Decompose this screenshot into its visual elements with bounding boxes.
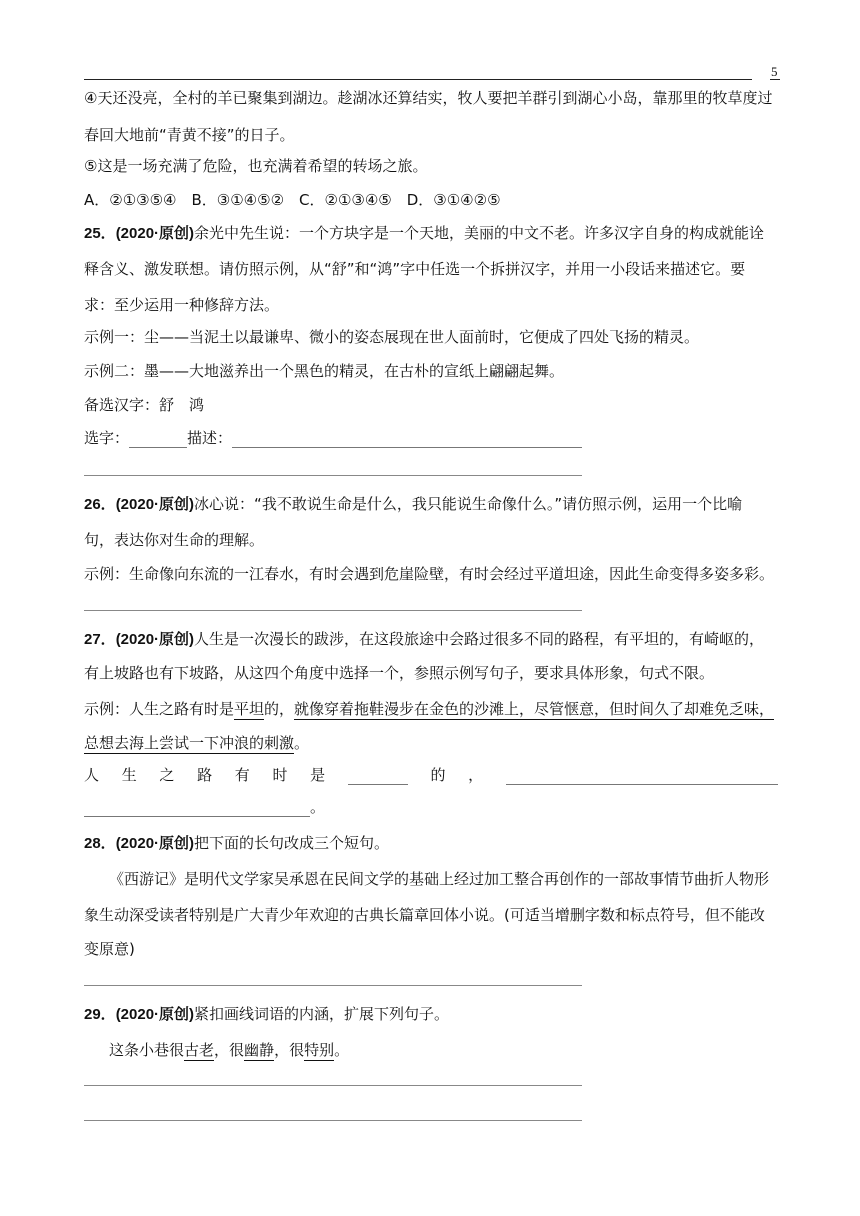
q28-line1 — [84, 833, 389, 854]
q29-number: 29． — [84, 1006, 116, 1023]
q26-line2: 句，表达你对生命的理解。 — [84, 531, 265, 549]
q28-answer-rule[interactable] — [84, 985, 582, 986]
q25-number: 25． — [84, 225, 116, 242]
header-rule — [84, 79, 752, 80]
q28-para1: 《西游记》是明代文学家吴承恩在民间文学的基础上经过加工整合再创作的一部故事情节曲折人物形 — [109, 870, 770, 888]
q29-word3: 特别 — [304, 1041, 335, 1059]
q24-item4-line2: 春回大地前“青黄不接”的日子。 — [84, 126, 295, 144]
q29-sep1: ，很 — [214, 1041, 245, 1059]
q27-fill-char: 生 — [121, 766, 137, 784]
q27-line2: 有上坡路也有下坡路，从这四个角度中选择一个，参照示例写句子，要求具体形象，句式不限。 — [84, 664, 715, 682]
q25-example2: 示例二：墨——大地滋养出一个黑色的精灵，在古朴的宣纸上翩翩起舞。 — [84, 362, 565, 380]
q25-line2: 释含义、激发联想。请仿照示例，从“舒”和“鸿”字中任选一个拆拼汉字，并用一小段话来描述它。要 — [84, 260, 746, 278]
q29-sentence — [109, 1040, 349, 1060]
q28-text1: 把下面的长句改成三个短句。 — [194, 834, 390, 852]
q27-fill-char: 人 — [84, 766, 100, 784]
q25-select-label: 选字： — [84, 429, 130, 447]
q27-line1 — [84, 629, 764, 650]
q27-source: (2020·原创) — [115, 631, 195, 648]
page-number: 5 — [771, 64, 778, 79]
q27-fill-blank-word[interactable] — [348, 768, 408, 785]
q29-answer-rule-1[interactable] — [84, 1085, 582, 1086]
q25-text1: 余光中先生说：一个方块字是一个天地，美丽的中文不老。许多汉字自身的构成就能诠 — [194, 224, 765, 242]
q25-example1: 示例一：尘——当泥土以最谦卑、微小的姿态展现在世人面前时，它便成了四处飞扬的精灵。 — [84, 328, 700, 346]
q26-text1: 冰心说：“我不敢说生命是什么，我只能说生命像什么。”请仿照示例，运用一个比喻 — [194, 495, 743, 513]
q25-candidates: 备选汉字：舒 鸿 — [84, 396, 205, 414]
q27-fill-comma: ， — [468, 766, 484, 784]
q29-line1 — [84, 1004, 449, 1025]
q27-example-line1 — [84, 699, 774, 719]
q24-item4-line1: ④天还没亮，全村的羊已聚集到湖边。趁湖冰还算结实，牧人要把羊群引到湖心小岛，靠那里的牧草度过 — [84, 89, 773, 107]
q27-fill-char: 时 — [272, 766, 288, 784]
q27-fill-char: 路 — [197, 766, 213, 784]
q27-example-line2 — [84, 733, 309, 753]
q28-source: (2020·原创) — [115, 835, 195, 852]
q27-example-prefix: 示例：人生之路有时是 — [84, 700, 235, 718]
q25-answer-line — [84, 428, 582, 448]
q24-options: A．②①③⑤④ B．③①④⑤② C．②①③④⑤ D．③①④②⑤ — [84, 191, 501, 209]
q26-source: (2020·原创) — [115, 496, 195, 513]
q27-fill-line2 — [84, 797, 325, 817]
q27-fill-char: 是 — [310, 766, 326, 784]
q28-para3: 变原意) — [84, 940, 135, 958]
q29-sent-prefix: 这条小巷很 — [109, 1041, 185, 1059]
q26-number: 26． — [84, 496, 116, 513]
q26-example: 示例：生命像向东流的一江春水，有时会遇到危崖险壁，有时会经过平道坦途，因此生命变得多姿多彩。 — [84, 565, 775, 583]
q25-describe-blank[interactable] — [232, 431, 582, 448]
q26-line1 — [84, 494, 742, 515]
q29-sent-end: 。 — [334, 1041, 350, 1059]
q27-fill-period: 。 — [310, 798, 326, 816]
q27-example-underlined2: 总想去海上尝试一下冲浪的刺激 — [84, 734, 295, 752]
q29-word1: 古老 — [184, 1041, 215, 1059]
q29-word2: 幽静 — [244, 1041, 275, 1059]
q27-fill-char: 有 — [234, 766, 250, 784]
q29-source: (2020·原创) — [115, 1006, 195, 1023]
q27-text1: 人生是一次漫长的跋涉，在这段旅途中会路过很多不同的路程，有平坦的，有崎岖的， — [194, 630, 765, 648]
q27-example-end: 。 — [294, 734, 310, 752]
q25-line1 — [84, 223, 764, 244]
q28-number: 28． — [84, 835, 116, 852]
q25-line3: 求：至少运用一种修辞方法。 — [84, 296, 280, 314]
q27-number: 27． — [84, 631, 116, 648]
q27-example-underlined1: 就像穿着拖鞋漫步在金色的沙滩上，尽管惬意，但时间久了却难免乏味， — [294, 700, 775, 718]
q27-example-word: 平坦 — [234, 700, 265, 718]
q27-fill-de: 的 — [430, 766, 446, 784]
q27-fill-blank-sentence[interactable] — [506, 768, 778, 785]
q27-fill-blank-sentence-cont[interactable] — [84, 800, 310, 817]
q25-select-blank[interactable] — [129, 431, 187, 448]
q27-fill-char: 之 — [159, 766, 175, 784]
q26-answer-rule[interactable] — [84, 610, 582, 611]
q25-describe-label: 描述： — [187, 429, 233, 447]
page-number-rule — [770, 79, 780, 80]
q29-sep2: ，很 — [274, 1041, 305, 1059]
q27-example-mid: 的， — [264, 700, 295, 718]
q29-text1: 紧扣画线词语的内涵，扩展下列句子。 — [194, 1005, 450, 1023]
q24-item5: ⑤这是一场充满了危险，也充满着希望的转场之旅。 — [84, 157, 428, 175]
q29-answer-rule-2[interactable] — [84, 1120, 582, 1121]
q25-answer-rule[interactable] — [84, 475, 582, 476]
q25-source: (2020·原创) — [115, 225, 195, 242]
q27-fill-line — [84, 765, 778, 785]
q28-para2: 象生动深受读者特别是广大青少年欢迎的古典长篇章回体小说。(可适当增删字数和标点符号，但不能改 — [84, 906, 765, 924]
